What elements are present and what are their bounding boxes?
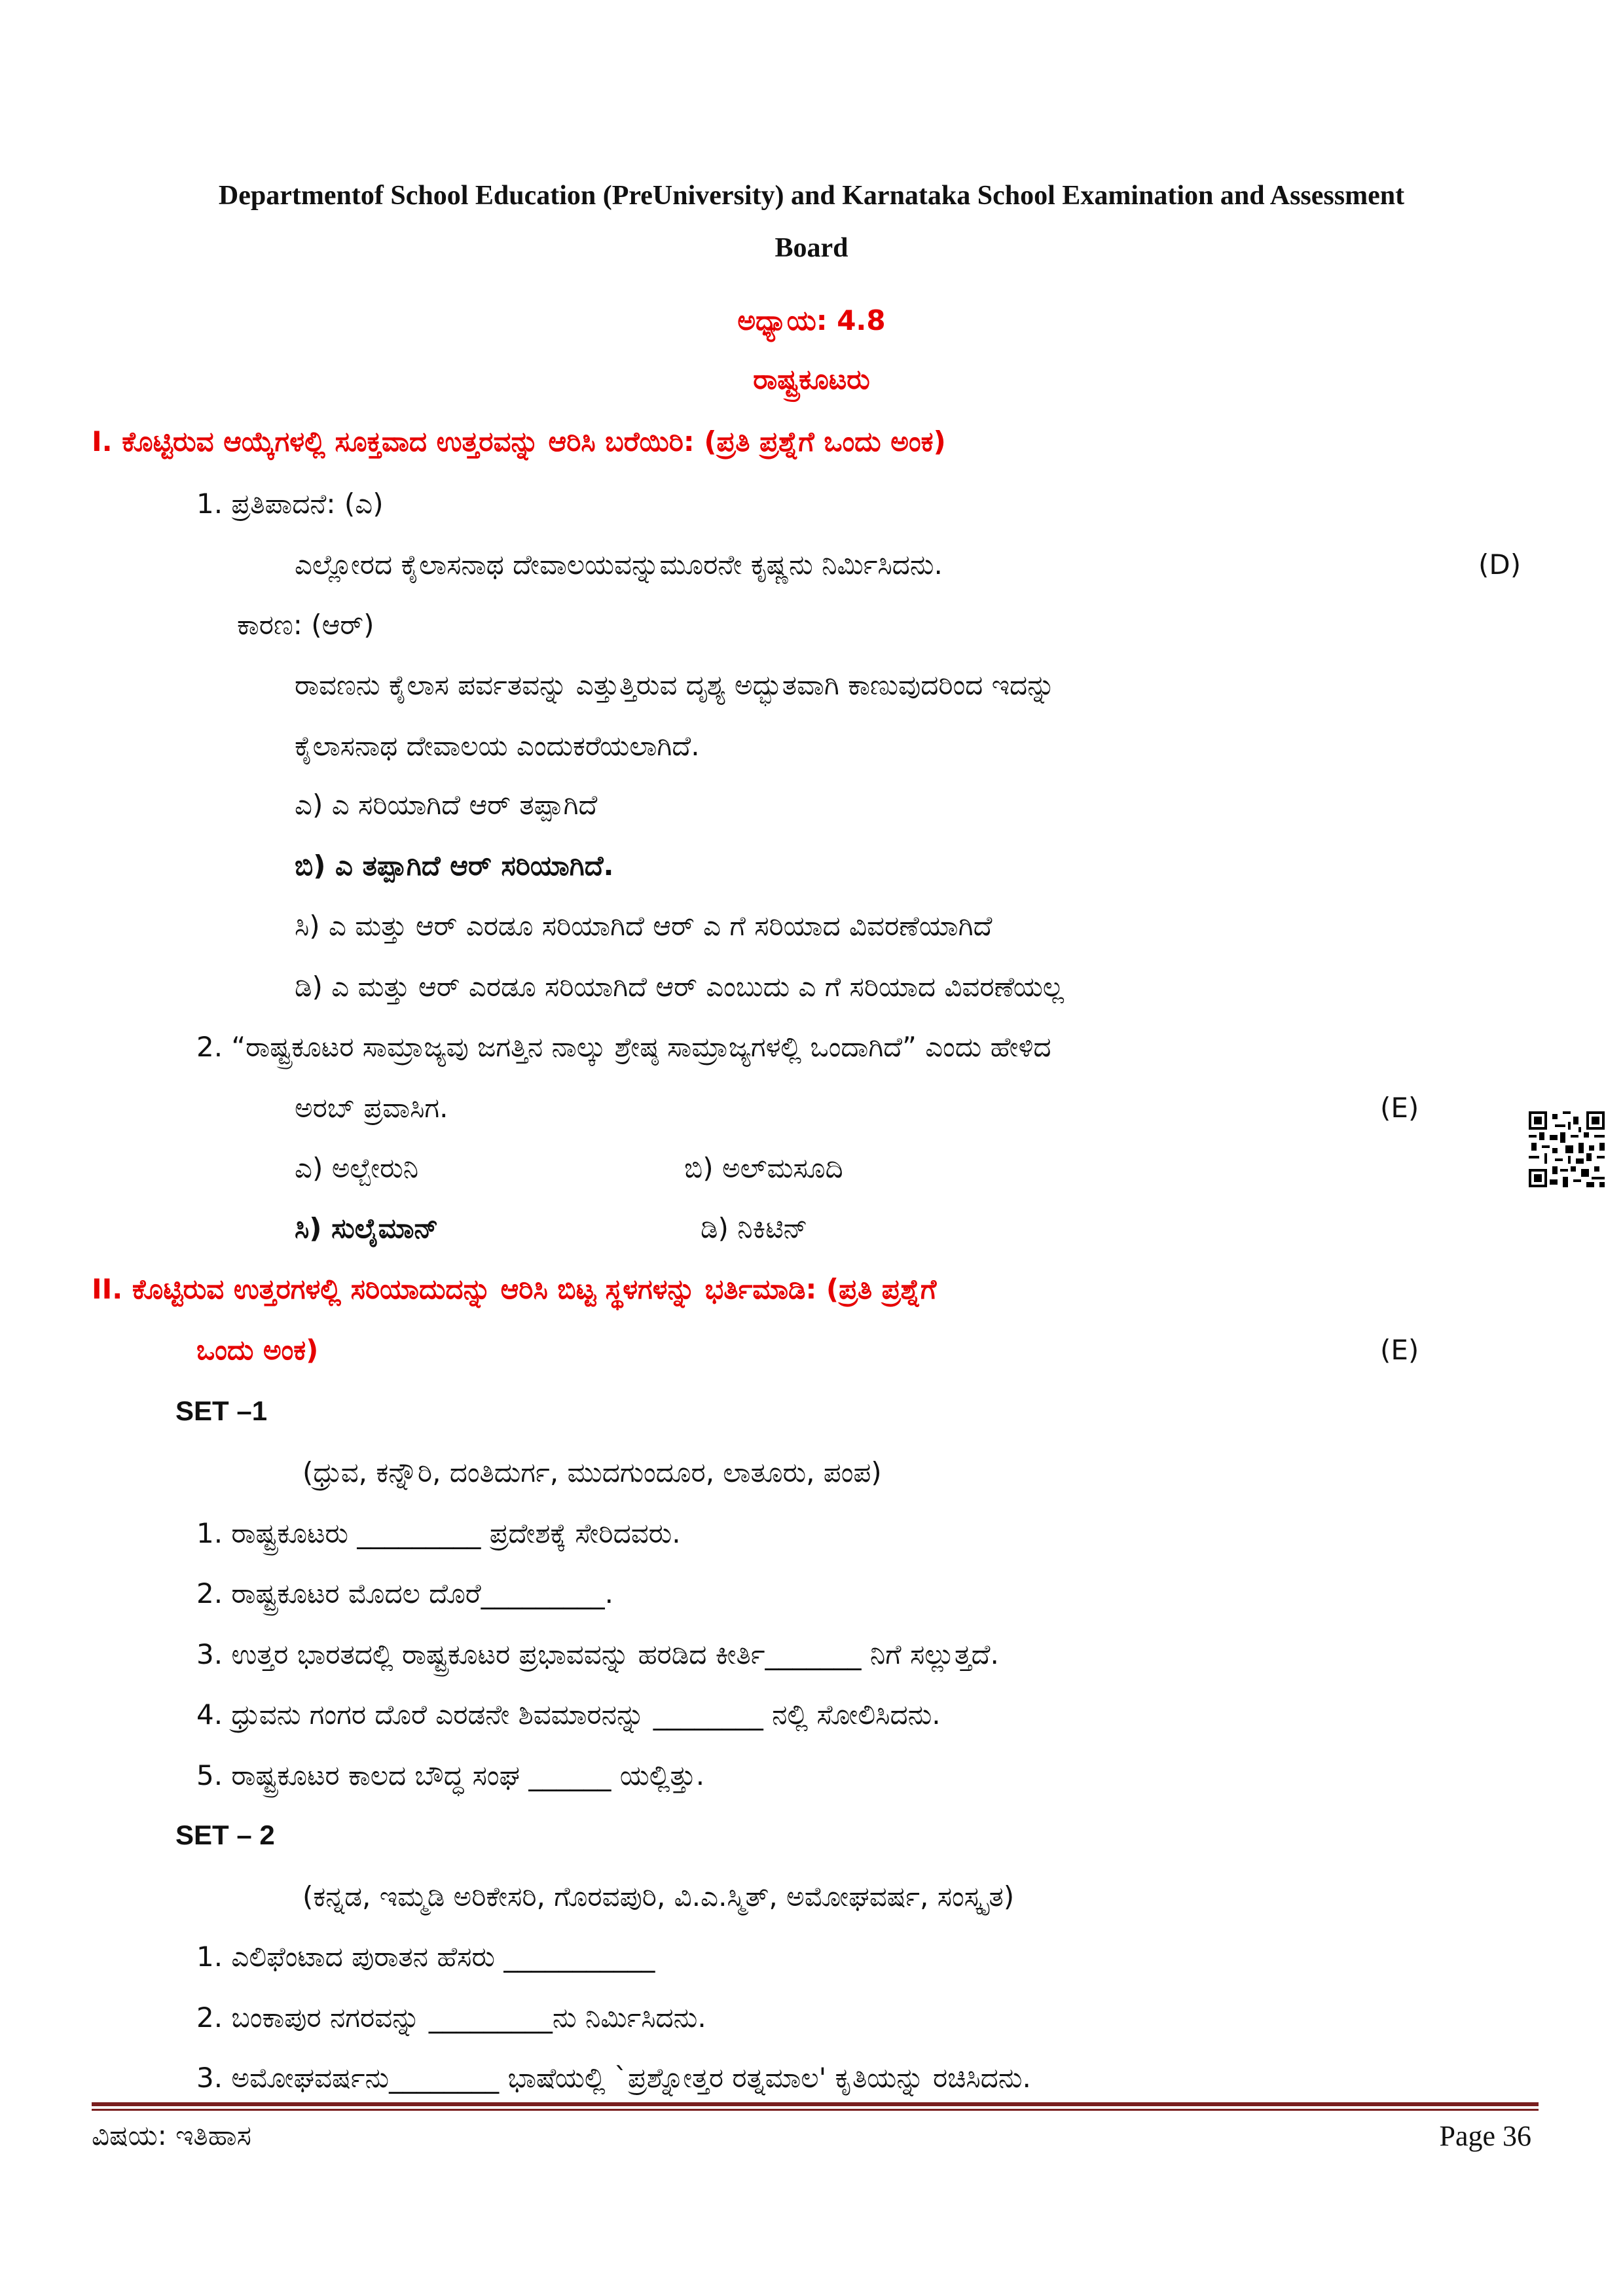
page-number: Page 36: [1439, 2120, 1531, 2152]
q2-option-d: ಡಿ) ನಿಕಿಟಿನ್: [701, 1212, 808, 1244]
section-1-heading: I. ಕೊಟ್ಟಿರುವ ಆಯ್ಕೆಗಳಲ್ಲಿ ಸೂಕ್ತವಾದ ಉತ್ತರವನ್ನು ಆರಿಸಿ ಬರೆಯಿರಿ: (ಪ್ರತಿ ಪ್ರಶ್ನೆಗೆ ಒಂದು ಅಂಕ): [92, 425, 946, 457]
q1-reason-line-2: ಕೈಲಾಸನಾಥ ದೇವಾಲಯ ಎಂದುಕರೆಯಲಾಗಿದೆ.: [295, 730, 700, 762]
set-2-question-3: 3. ಅಮೋಘವರ್ಷನು________ ಭಾಷೆಯಲ್ಲಿ `ಪ್ರಶ್ನೋತ್ತರ ರತ್ನಮಾಲ' ಕೃತಿಯನ್ನು ರಚಿಸಿದನು.: [196, 2062, 1031, 2094]
q2-option-b: ಬಿ) ಅಲ್‌ಮಸೂದಿ: [684, 1152, 843, 1184]
q1-option-d: ಡಿ) ಎ ಮತ್ತು ಆರ್ ಎರಡೂ ಸರಿಯಾಗಿದೆ ಆರ್ ಎಂಬುದು ಎ ಗೆ ಸರಿಯಾದ ವಿವರಣೆಯಲ್ಲ: [295, 971, 1065, 1003]
set-1-question-2: 2. ರಾಷ್ಟ್ರಕೂಟರ ಮೊದಲ ದೊರೆ_________.: [196, 1577, 613, 1609]
q1-option-c: ಸಿ) ಎ ಮತ್ತು ಆರ್ ಎರಡೂ ಸರಿಯಾಗಿದೆ ಆರ್ ಎ ಗೆ ಸರಿಯಾದ ವಿವರಣೆಯಾಗಿದೆ: [295, 910, 993, 942]
set-2-question-2: 2. ಬಂಕಾಪುರ ನಗರವನ್ನು _________ನು ನಿರ್ಮಿಸಿದನು.: [196, 2001, 706, 2034]
set-1-question-1: 1. ರಾಷ್ಟ್ರಕೂಟರು _________ ಪ್ರದೇಶಕ್ಕೆ ಸೇರಿದವರು.: [196, 1517, 681, 1549]
q1-assertion: ಎಲ್ಲೋರದ ಕೈಲಾಸನಾಥ ದೇವಾಲಯವನ್ನುಮೂರನೇ ಕೃಷ್ಣನು ನಿರ್ಮಿಸಿದನು.: [295, 548, 943, 581]
set-2-question-1: 1. ಎಲಿಫೆಂಟಾದ ಪುರಾತನ ಹೆಸರು ___________: [196, 1941, 655, 1973]
footer-rule-thick: [92, 2102, 1539, 2106]
q1-reason-line-1: ರಾವಣನು ಕೈಲಾಸ ಪರ್ವತವನ್ನು ಎತ್ತುತ್ತಿರುವ ದೃಶ್ಯ ಅದ್ಭುತವಾಗಿ ಕಾಣುವುದರಿಂದ ಇದನ್ನು: [295, 669, 1055, 701]
chapter-title: ರಾಷ್ಟ್ರಕೂಟರು: [753, 363, 870, 395]
section-2-heading-line-1: II. ಕೊಟ್ಟಿರುವ ಉತ್ತರಗಳಲ್ಲಿ ಸರಿಯಾದುದನ್ನು ಆರಿಸಿ ಬಿಟ್ಟ ಸ್ಥಳಗಳನ್ನು ಭರ್ತಿಮಾಡಿ: (ಪ್ರತಿ ಪ್ರಶ್ನೆಗೆ: [92, 1273, 937, 1305]
set-1-question-4: 4. ಧ್ರುವನು ಗಂಗರ ದೊರೆ ಎರಡನೇ ಶಿವಮಾರನನ್ನು ________ ನಲ್ಲಿ ಸೋಲಿಸಿದನು.: [196, 1698, 941, 1731]
header-line-2: Board: [775, 233, 848, 263]
q2-level: (E): [1380, 1092, 1419, 1124]
q1-option-b-correct: ಬಿ) ಎ ತಪ್ಪಾಗಿದೆ ಆರ್ ಸರಿಯಾಗಿದೆ.: [295, 850, 614, 882]
q1-level: (D): [1478, 548, 1522, 581]
qr-code-icon: [1529, 1111, 1605, 1187]
set-1-label: SET –1: [175, 1395, 268, 1426]
q2-line-2: ಅರಬ್ ಪ್ರವಾಸಿಗ.: [295, 1092, 448, 1124]
q2-line-1: 2. “ರಾಷ್ಟ್ರಕೂಟರ ಸಾಮ್ರಾಜ್ಯವು ಜಗತ್ತಿನ ನಾಲ್ಕು ಶ್ರೇಷ್ಠ ಸಾಮ್ರಾಜ್ಯಗಳಲ್ಲಿ ಒಂದಾಗಿದೆ” ಎಂದು ಹೇಳಿದ: [196, 1031, 1051, 1063]
footer-subject: ವಿಷಯ: ಇತಿಹಾಸ: [92, 2119, 251, 2151]
q1-option-a: ಎ) ಎ ಸರಿಯಾಗಿದೆ ಆರ್ ತಪ್ಪಾಗಿದೆ: [295, 789, 598, 821]
q2-option-a: ಎ) ಅಲ್ಬೇರುನಿ: [295, 1152, 419, 1184]
section-2-heading-line-2: ಒಂದು ಅಂಕ): [196, 1334, 319, 1366]
set-2-label: SET – 2: [175, 1820, 275, 1850]
footer-rule-thin: [92, 2109, 1539, 2111]
q2-option-c-correct: ಸಿ) ಸುಲೈಮಾನ್: [295, 1212, 439, 1244]
section-2-level: (E): [1380, 1334, 1419, 1366]
set-1-question-3: 3. ಉತ್ತರ ಭಾರತದಲ್ಲಿ ರಾಷ್ಟ್ರಕೂಟರ ಪ್ರಭಾವವನ್ನು ಹರಡಿದ ಕೀರ್ತಿ_______ ನಿಗೆ ಸಲ್ಲುತ್ತದೆ.: [196, 1638, 999, 1670]
q1-label: 1. ಪ್ರತಿಪಾದನೆ: (ಎ): [196, 488, 384, 520]
set-1-question-5: 5. ರಾಷ್ಟ್ರಕೂಟರ ಕಾಲದ ಬೌದ್ಧ ಸಂಘ ______ ಯಲ್ಲಿತ್ತು.: [196, 1759, 705, 1791]
q1-reason-label: ಕಾರಣ: (ಆರ್): [237, 609, 374, 641]
header-line-1: Departmentof School Education (PreUniversity) and Karnataka School Examination and Assessment: [218, 181, 1405, 211]
set-2-choices: (ಕನ್ನಡ, ಇಮ್ಮಡಿ ಅರಿಕೇಸರಿ, ಗೊರವಪುರಿ, ವಿ.ಎ.ಸ್ಮಿತ್, ಅಮೋಘವರ್ಷ, ಸಂಸ್ಕೃತ): [302, 1880, 1015, 1912]
chapter-number: ಅಧ್ಯಾಯ: 4.8: [737, 304, 886, 336]
set-1-choices: (ಧ್ರುವ, ಕನ್ನೌರಿ, ದಂತಿದುರ್ಗ, ಮುದಗುಂದೂರ, ಲಾತೂರು, ಪಂಪ): [302, 1456, 882, 1488]
